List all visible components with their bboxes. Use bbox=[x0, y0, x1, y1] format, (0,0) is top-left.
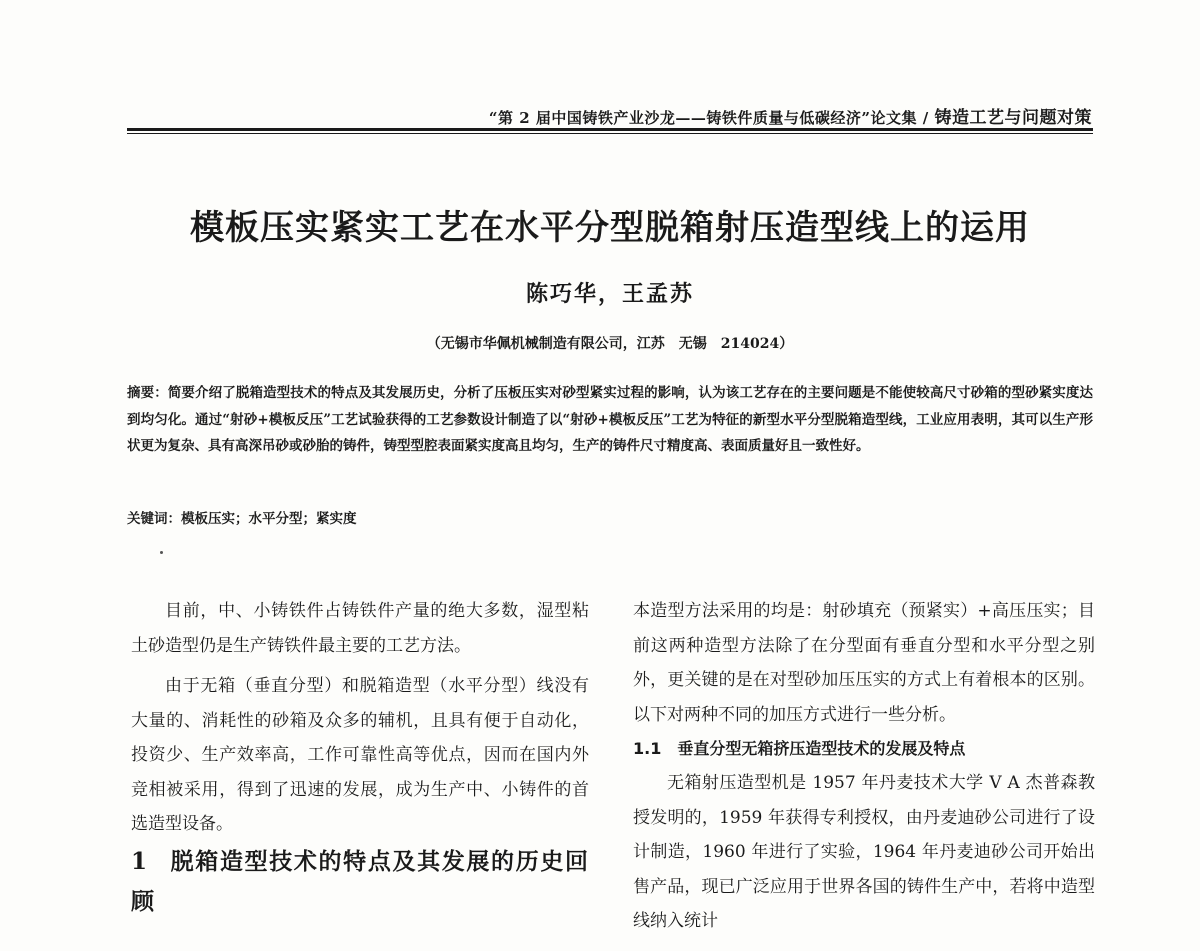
body-column-right bbox=[633, 594, 1095, 939]
abstract bbox=[127, 380, 1093, 460]
keywords bbox=[127, 507, 1093, 527]
section-number: 1 bbox=[131, 847, 149, 875]
authors: 陈巧华，王孟苏 bbox=[525, 281, 694, 307]
running-header bbox=[420, 103, 1092, 128]
body-paragraph: 由于无箱（垂直分型）和脱箱造型（水平分型）线没有大量的、消耗性的砂箱及众多的辅机，且具有便于自动化，投资少、生产效率高，工作可靠性高等优点，因而在国内外竞相被采用，得到了迅速的发展，成为生产中、小铸件的首选造型设备。 bbox=[131, 676, 589, 834]
section-title: 垂直分型无箱挤压造型技术的发展及特点 bbox=[677, 739, 966, 758]
affiliation: （无锡市华佩机械制造有限公司，江苏 无锡 214024） bbox=[426, 336, 794, 352]
section-number: 1.1 bbox=[633, 739, 662, 758]
section-heading-1 bbox=[131, 842, 589, 922]
section-heading-1-1 bbox=[633, 732, 1095, 766]
body-paragraph: 无箱射压造型机是 1957 年丹麦技术大学 V A 杰普森教授发明的，1959 年获得专利授权，由丹麦迪砂公司进行了设计制造，1960 年进行了实验，1964 年丹麦迪砂公司开始出售产品，现已广泛应用于世界各国的铸件生产中，若将中造型线纳入统计 bbox=[633, 773, 1095, 931]
keywords-text: 模板压实；水平分型；紧实度 bbox=[181, 511, 357, 527]
keywords-label: 关键词： bbox=[127, 511, 181, 527]
body-paragraph: 本造型方法采用的均是：射砂填充（预紧实）+高压压实；目前这两种造型方法除了在分型面有垂直分型和水平分型之别外，更关键的是在对型砂加压压实的方式上有着根本的区别。以下对两种不同的加压方式进行一些分析。 bbox=[633, 601, 1095, 725]
running-header-separator: / bbox=[917, 109, 935, 127]
running-header-series: “第 2 届中国铸铁产业沙龙——铸铁件质量与低碳经济”论文集 bbox=[488, 109, 918, 127]
scan-speck bbox=[160, 551, 163, 554]
paper-title: 模板压实紧实工艺在水平分型脱箱射压造型线上的运用 bbox=[190, 208, 1030, 248]
running-header-section: 铸造工艺与问题对策 bbox=[934, 108, 1092, 128]
body-paragraph: 目前，中、小铸铁件占铸铁件产量的绝大多数，湿型粘土砂造型仍是生产铸铁件最主要的工艺方法。 bbox=[131, 601, 589, 656]
header-rule-thick bbox=[127, 128, 1093, 131]
body-column-left bbox=[131, 594, 589, 922]
section-title: 脱箱造型技术的特点及其发展的历史回顾 bbox=[131, 847, 589, 915]
abstract-label: 摘要： bbox=[127, 385, 168, 401]
abstract-text: 简要介绍了脱箱造型技术的特点及其发展历史，分析了压板压实对砂型紧实过程的影响，认为该工艺存在的主要问题是不能使较高尺寸砂箱的型砂紧实度达到均匀化。通过“射砂+模板反压”工艺试验获得的工艺参数设计制造了以“射砂+模板反压”工艺为特征的新型水平分型脱箱造型线，工业应用表明，其可以生产形状更为复杂、具有高深吊砂或砂胎的铸件，铸型型腔表面紧实度高且均匀，生产的铸件尺寸精度高、表面质量好且一致性好。 bbox=[127, 385, 1094, 454]
header-rule-thin bbox=[127, 133, 1093, 134]
